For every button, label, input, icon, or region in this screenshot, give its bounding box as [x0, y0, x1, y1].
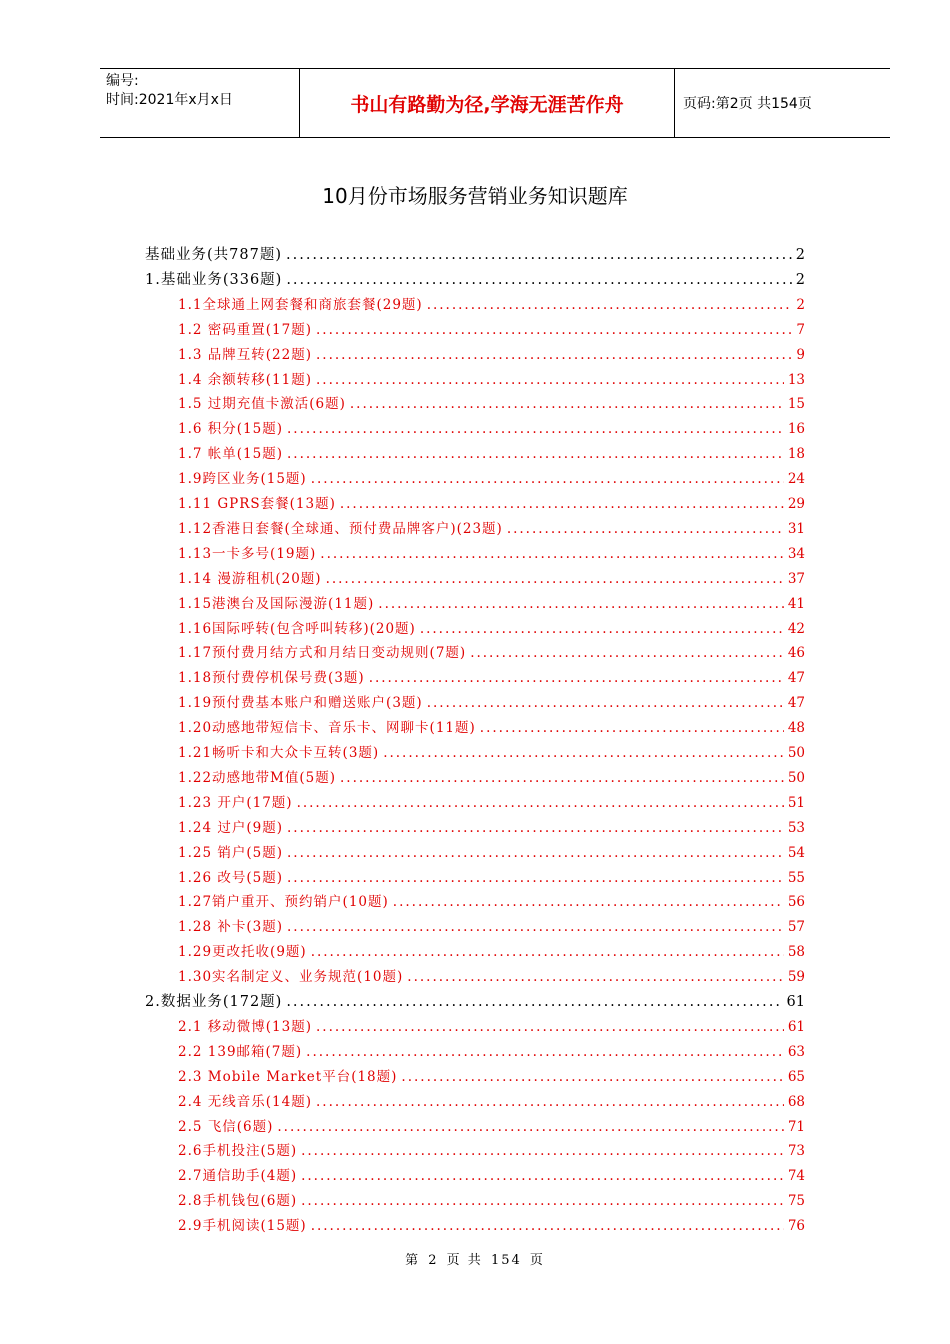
toc-dot-leader: [301, 1189, 784, 1214]
footer-prefix: 第: [405, 1253, 421, 1268]
time-label: 时间:2021年x月x日: [106, 92, 233, 108]
toc-dot-leader: [286, 243, 792, 268]
toc-dot-leader: [340, 766, 784, 791]
toc-entry[interactable]: [178, 617, 805, 642]
toc-entry-title: 1.30实名制定义、业务规范(10题): [178, 969, 404, 986]
toc-dot-leader: [301, 1164, 784, 1189]
footer-total-pages: 154: [490, 1253, 522, 1268]
toc-entry[interactable]: [178, 542, 805, 567]
toc-dot-leader: [340, 492, 784, 517]
toc-entry-page: 41: [787, 595, 805, 612]
toc-entry-page: 37: [787, 570, 805, 587]
toc-entry[interactable]: [178, 1115, 805, 1140]
toc-entry-page: 53: [787, 819, 805, 836]
toc-entry-page: 42: [787, 620, 805, 637]
header-meta: [100, 69, 300, 137]
toc-dot-leader: [326, 567, 784, 592]
toc-entry-title: 1.14 漫游租机(20题): [178, 570, 322, 587]
toc-entry[interactable]: [178, 915, 805, 940]
toc-entry-page: 47: [787, 695, 805, 712]
toc-entry[interactable]: [145, 268, 805, 293]
toc-dot-leader: [306, 1040, 784, 1065]
toc-dot-leader: [311, 1214, 784, 1239]
toc-dot-leader: [470, 641, 784, 666]
toc-dot-leader: [287, 915, 784, 940]
toc-entry-title: 1.15港澳台及国际漫游(11题): [178, 595, 375, 612]
toc-entry[interactable]: [178, 517, 805, 542]
toc-entry-title: 1.18预付费停机保号费(3题): [178, 670, 365, 687]
toc-entry-title: 2.7通信助手(4题): [178, 1168, 298, 1185]
toc-entry[interactable]: [178, 641, 805, 666]
toc-entry-title: 1.6 积分(15题): [178, 421, 283, 438]
toc-entry-title: 1.4 余额转移(11题): [178, 371, 312, 388]
toc-entry[interactable]: [178, 965, 805, 990]
toc-entry-title: 基础业务(共787题): [145, 247, 282, 263]
toc-entry[interactable]: [178, 1164, 805, 1189]
toc-entry[interactable]: [178, 1065, 805, 1090]
toc-entry-page: 54: [787, 844, 805, 861]
toc-entry[interactable]: [178, 666, 805, 691]
toc-entry-title: 1.17预付费月结方式和月结日变动规则(7题): [178, 645, 467, 662]
toc-dot-leader: [287, 417, 784, 442]
toc-entry-title: 2.8手机钱包(6题): [178, 1193, 298, 1210]
toc-entry-page: 50: [787, 745, 805, 761]
toc-entry[interactable]: [178, 1189, 805, 1214]
toc-entry[interactable]: [178, 467, 805, 492]
toc-entry-page: 15: [787, 396, 805, 413]
toc-dot-leader: [287, 816, 784, 841]
toc-entry-page: 61: [786, 994, 805, 1010]
toc-entry-page: 46: [787, 645, 805, 662]
toc-entry[interactable]: [178, 368, 805, 393]
toc-entry-title: 1.20动感地带短信卡、音乐卡、网聊卡(11题): [178, 720, 476, 737]
toc-dot-leader: [311, 940, 784, 965]
toc-entry-page: 48: [787, 720, 805, 737]
toc-dot-leader: [401, 1065, 783, 1090]
toc-dot-leader: [287, 866, 784, 891]
toc-entry-title: 2.2 139邮箱(7题): [178, 1043, 303, 1060]
toc-entry-title: 1.11 GPRS套餐(13题): [178, 496, 336, 512]
toc-entry[interactable]: [178, 1090, 805, 1115]
toc-dot-leader: [369, 666, 784, 691]
toc-entry-page: 51: [787, 794, 805, 811]
toc-entry[interactable]: [178, 417, 805, 442]
toc-dot-leader: [301, 1139, 784, 1164]
toc-entry-title: 2.1 移动微博(13题): [178, 1018, 312, 1035]
toc-entry-title: 1.16国际呼转(包含呼叫转移)(20题): [178, 620, 416, 637]
toc-entry[interactable]: [178, 293, 805, 318]
toc-dot-leader: [407, 965, 784, 990]
toc-entry-title: 1.2 密码重置(17题): [178, 321, 312, 338]
toc-entry-page: 68: [787, 1093, 805, 1110]
toc-entry[interactable]: [178, 392, 805, 417]
toc-entry-page: 56: [787, 894, 805, 911]
toc-entry-title: 2.9手机阅读(15题): [178, 1218, 307, 1235]
toc-dot-leader: [320, 542, 784, 567]
toc-entry-page: 9: [796, 346, 805, 363]
toc-dot-leader: [277, 1115, 783, 1140]
toc-entry-page: 24: [787, 471, 805, 488]
toc-entry-page: 2: [796, 296, 805, 313]
toc-entry-page: 50: [787, 769, 805, 786]
page-header: [100, 68, 890, 138]
toc-entry-page: 63: [787, 1043, 805, 1060]
toc-entry-title: 2.5 飞信(6题): [178, 1118, 274, 1135]
toc-entry[interactable]: [178, 567, 805, 592]
toc-entry-title: 1.19预付费基本账户和赠送账户(3题): [178, 695, 423, 712]
toc-dot-leader: [286, 990, 782, 1015]
toc-entry[interactable]: [178, 866, 805, 891]
footer-suffix: 页: [529, 1253, 545, 1268]
toc-entry-title: 1.3 品牌互转(22题): [178, 346, 312, 363]
toc-dot-leader: [378, 592, 784, 617]
document-title: 10月份市场服务营销业务知识题库: [322, 184, 628, 208]
toc-dot-leader: [420, 617, 784, 642]
toc-entry-page: 74: [787, 1168, 805, 1185]
toc-dot-leader: [383, 741, 784, 766]
toc-dot-leader: [480, 716, 784, 741]
toc-entry-page: 2: [795, 247, 805, 263]
toc-entry-page: 13: [787, 371, 805, 388]
toc-entry-page: 29: [787, 496, 805, 512]
toc-entry-title: 1.基础业务(336题): [145, 271, 283, 288]
toc-entry[interactable]: [178, 492, 805, 517]
toc-entry-page: 61: [787, 1018, 805, 1035]
toc-entry-title: 1.25 销户(5题): [178, 844, 283, 861]
toc-dot-leader: [316, 1090, 784, 1115]
toc-entry-title: 1.21畅听卡和大众卡互转(3题): [178, 745, 380, 761]
footer-mid: 页 共: [446, 1253, 483, 1268]
toc-entry[interactable]: [178, 442, 805, 467]
header-page-label: 页码:第2页 共154页: [683, 96, 812, 112]
toc-dot-leader: [350, 392, 784, 417]
toc-dot-leader: [287, 841, 784, 866]
page-footer: [0, 1249, 950, 1268]
toc-entry-page: 34: [787, 545, 805, 562]
toc-dot-leader: [316, 318, 792, 343]
toc-dot-leader: [286, 268, 791, 293]
toc-entry-title: 2.4 无线音乐(14题): [178, 1093, 312, 1110]
toc-entry-page: 76: [787, 1218, 805, 1235]
toc-entry-page: 71: [787, 1118, 805, 1135]
toc-entry-page: 47: [787, 670, 805, 687]
toc-entry-page: 65: [787, 1068, 805, 1085]
toc-entry-page: 55: [787, 869, 805, 886]
toc-entry-title: 1.7 帐单(15题): [178, 446, 283, 463]
toc-dot-leader: [297, 791, 784, 816]
toc-entry-title: 2.6手机投注(5题): [178, 1143, 298, 1160]
toc-entry[interactable]: [178, 1214, 805, 1239]
toc-entry-title: 1.23 开户(17题): [178, 794, 293, 811]
toc-entry[interactable]: [178, 318, 805, 343]
toc-dot-leader: [427, 691, 784, 716]
toc-entry-page: 2: [795, 271, 805, 288]
toc-entry[interactable]: [178, 1139, 805, 1164]
toc-entry-title: 1.5 过期充值卡激活(6题): [178, 396, 346, 413]
toc-entry[interactable]: [178, 592, 805, 617]
toc-dot-leader: [311, 467, 784, 492]
toc-entry-title: 1.12香港日套餐(全球通、预付费品牌客户)(23题): [178, 520, 503, 537]
toc-entry[interactable]: [145, 243, 805, 268]
toc-dot-leader: [287, 442, 784, 467]
toc-entry-page: 31: [787, 520, 805, 537]
toc-entry-title: 1.1全球通上网套餐和商旅套餐(29题): [178, 296, 423, 313]
toc-dot-leader: [316, 343, 792, 368]
toc-entry-title: 2.数据业务(172题): [145, 994, 283, 1010]
toc-entry-page: 58: [787, 944, 805, 961]
toc-entry[interactable]: [178, 691, 805, 716]
toc-entry-page: 18: [787, 446, 805, 463]
toc-entry[interactable]: [178, 343, 805, 368]
toc-entry-title: 1.28 补卡(3题): [178, 919, 283, 936]
toc-entry[interactable]: [178, 716, 805, 741]
toc-entry[interactable]: [178, 841, 805, 866]
toc-entry-title: 1.26 改号(5题): [178, 869, 283, 886]
toc-entry[interactable]: [178, 890, 805, 915]
toc-entry-page: 16: [787, 421, 805, 438]
toc-entry[interactable]: [145, 990, 805, 1015]
toc-entry[interactable]: [178, 1040, 805, 1065]
footer-page-number: 2: [428, 1253, 439, 1268]
toc-entry-title: 1.22动感地带M值(5题): [178, 769, 337, 786]
toc-entry-page: 59: [787, 969, 805, 986]
toc-entry-page: 75: [787, 1193, 805, 1210]
toc-dot-leader: [507, 517, 784, 542]
toc-entry-page: 73: [787, 1143, 805, 1160]
toc-entry-title: 1.13一卡多号(19题): [178, 545, 317, 562]
toc-dot-leader: [316, 1015, 784, 1040]
toc-entry[interactable]: [178, 741, 805, 766]
toc-dot-leader: [427, 293, 793, 318]
toc-entry-title: 2.3 Mobile Market平台(18题): [178, 1068, 398, 1085]
code-label: 编号:: [106, 73, 139, 89]
toc-entry[interactable]: [178, 1015, 805, 1040]
toc-entry-title: 1.27销户重开、预约销户(10题): [178, 894, 389, 911]
toc-dot-leader: [316, 368, 784, 393]
toc-entry[interactable]: [178, 791, 805, 816]
toc-entry[interactable]: [178, 940, 805, 965]
toc-dot-leader: [393, 890, 784, 915]
toc-entry-title: 1.29更改托收(9题): [178, 944, 307, 961]
toc-entry-title: 1.9跨区业务(15题): [178, 471, 307, 488]
header-motto: 书山有路勤为径,学海无涯苦作舟: [300, 69, 675, 137]
toc-entry[interactable]: [178, 816, 805, 841]
toc-entry-title: 1.24 过户(9题): [178, 819, 283, 836]
toc-entry-page: 57: [787, 919, 805, 936]
toc-entry-page: 7: [796, 321, 805, 338]
toc-entry[interactable]: [178, 766, 805, 791]
